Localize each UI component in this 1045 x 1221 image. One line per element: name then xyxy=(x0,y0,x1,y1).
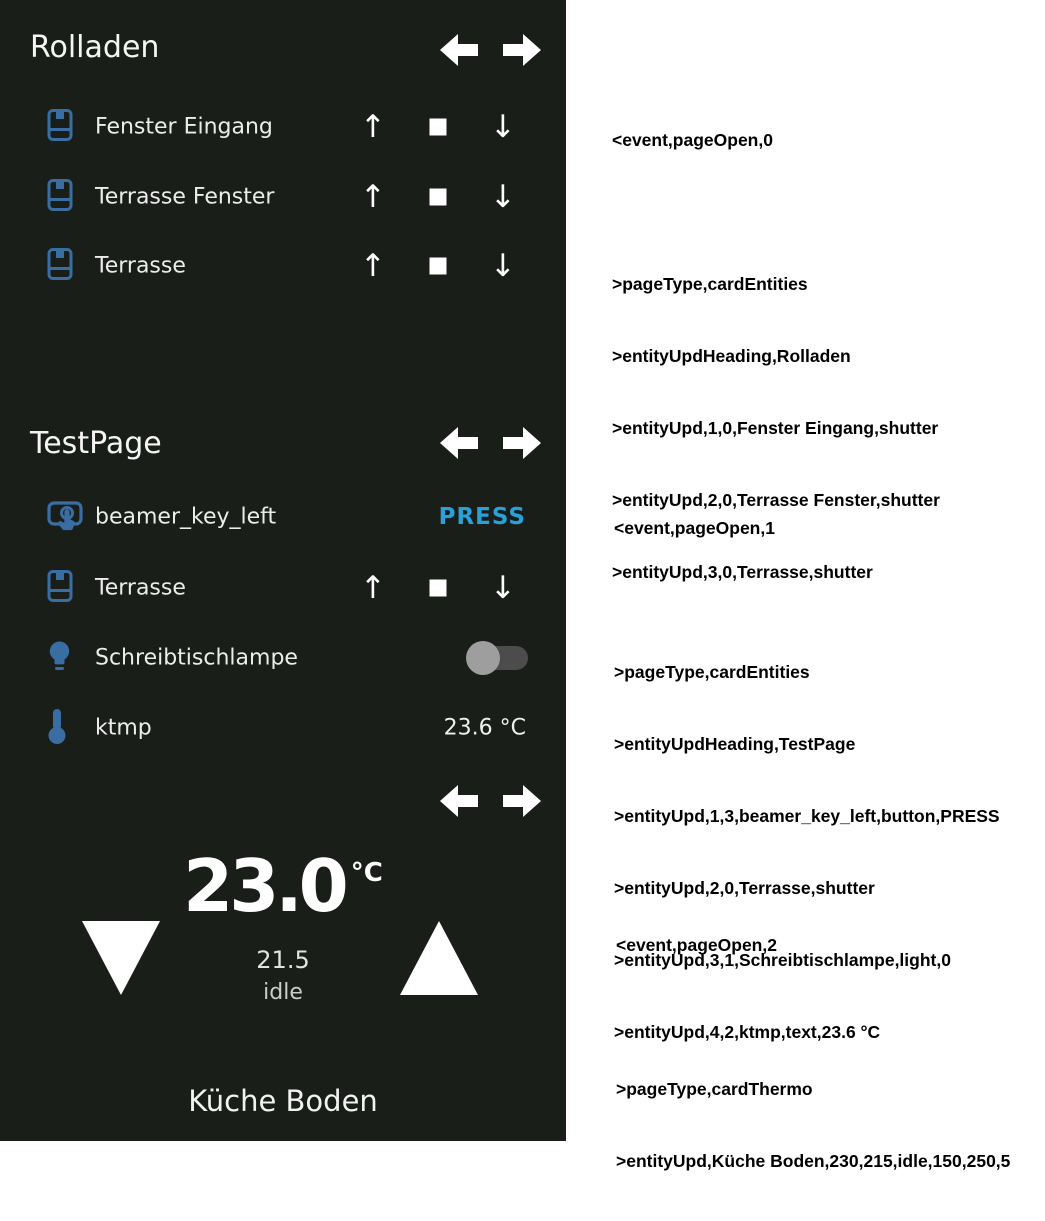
log-line: >entityUpd,Küche Boden,230,215,idle,150,250,5 xyxy=(616,1151,1011,1171)
entity-label: ktmp xyxy=(95,715,152,741)
arrow-right-bold-icon xyxy=(503,784,543,818)
log-blank-line xyxy=(612,200,940,224)
thermostat-name: Küche Boden xyxy=(188,1084,378,1118)
target-temperature: 21.5 xyxy=(256,946,310,974)
log-line: <event,pageOpen,0 xyxy=(612,130,773,150)
entity-row xyxy=(0,566,566,610)
window-shutter-icon xyxy=(46,178,74,216)
window-shutter-icon xyxy=(46,108,74,146)
nav-next-button[interactable] xyxy=(503,784,543,818)
shutter-down-button[interactable]: ↓ xyxy=(490,179,516,215)
log-line: >pageType,cardThermo xyxy=(616,1079,813,1099)
shutter-up-button[interactable]: ↑ xyxy=(360,179,386,215)
shutter-up-button[interactable]: ↑ xyxy=(360,248,386,284)
log-line: <event,pageOpen,2 xyxy=(616,935,777,955)
hvac-state: idle xyxy=(263,980,303,1005)
thermometer-icon xyxy=(46,707,68,749)
entity-row xyxy=(0,105,566,149)
arrow-right-bold-icon xyxy=(503,33,543,67)
arrow-left-bold-icon xyxy=(438,784,478,818)
current-temperature-value: 23.0 xyxy=(183,844,345,928)
entity-row xyxy=(0,636,566,680)
log-line: >entityUpd,3,0,Terrasse,shutter xyxy=(612,562,873,582)
log-line: >entityUpdHeading,TestPage xyxy=(614,734,856,754)
nav-prev-button[interactable] xyxy=(438,426,478,460)
log-line: >entityUpd,4,2,ktmp,text,23.6 °C xyxy=(614,1022,881,1042)
log-blank-line xyxy=(614,588,1000,612)
card-testpage-title: TestPage xyxy=(30,426,162,461)
nav-next-button[interactable] xyxy=(503,426,543,460)
shutter-stop-button[interactable] xyxy=(430,580,447,597)
shutter-down-button[interactable]: ↓ xyxy=(490,109,516,145)
window-shutter-icon xyxy=(46,569,74,607)
shutter-stop-button[interactable] xyxy=(430,258,447,275)
entity-label: Terrasse Fenster xyxy=(95,184,275,210)
log-block-page2 xyxy=(616,885,1010,1221)
nav-prev-button[interactable] xyxy=(438,33,478,67)
sensor-value: 23.6 °C xyxy=(443,715,526,741)
entity-row xyxy=(0,495,566,539)
entity-label: Fenster Eingang xyxy=(95,114,273,140)
temperature-unit: °C xyxy=(350,858,383,888)
current-temperature xyxy=(0,844,566,928)
log-line: >pageType,cardEntities xyxy=(614,662,810,682)
press-button[interactable]: PRESS xyxy=(438,504,526,530)
shutter-stop-button[interactable] xyxy=(430,189,447,206)
log-line: <event,pageOpen,1 xyxy=(614,518,775,538)
card-rolladen-title: Rolladen xyxy=(30,30,160,65)
log-line: >entityUpd,2,0,Terrasse,shutter xyxy=(614,878,875,898)
entity-label: Terrasse xyxy=(95,253,186,279)
gesture-tap-button-icon xyxy=(46,496,84,538)
lightbulb-icon xyxy=(46,640,73,677)
shutter-down-button[interactable]: ↓ xyxy=(490,570,516,606)
log-blank-line xyxy=(616,1005,1010,1029)
arrow-left-bold-icon xyxy=(438,33,478,67)
shutter-stop-button[interactable] xyxy=(430,119,447,136)
window-shutter-icon xyxy=(46,247,74,285)
nav-next-button[interactable] xyxy=(503,33,543,67)
toggle-knob xyxy=(466,641,500,675)
entity-row xyxy=(0,706,566,750)
nav-prev-button[interactable] xyxy=(438,784,478,818)
shutter-down-button[interactable]: ↓ xyxy=(490,248,516,284)
shutter-up-button[interactable]: ↑ xyxy=(360,570,386,606)
entity-row xyxy=(0,244,566,288)
entity-label: beamer_key_left xyxy=(95,504,277,530)
entity-label: Terrasse xyxy=(95,575,186,601)
log-line: >pageType,cardEntities xyxy=(612,274,808,294)
log-line: >entityUpdHeading,Rolladen xyxy=(612,346,851,366)
entity-row xyxy=(0,175,566,219)
log-line: >entityUpd,1,0,Fenster Eingang,shutter xyxy=(612,418,939,438)
log-line: >entityUpd,1,3,beamer_key_left,button,PRESS xyxy=(614,806,1000,826)
log-line: >entityUpd,3,1,Schreibtischlampe,light,0 xyxy=(614,950,951,970)
arrow-right-bold-icon xyxy=(503,426,543,460)
shutter-up-button[interactable]: ↑ xyxy=(360,109,386,145)
arrow-left-bold-icon xyxy=(438,426,478,460)
light-toggle-switch[interactable] xyxy=(466,641,528,675)
entity-label: Schreibtischlampe xyxy=(95,645,298,671)
log-line: >entityUpd,2,0,Terrasse Fenster,shutter xyxy=(612,490,940,510)
